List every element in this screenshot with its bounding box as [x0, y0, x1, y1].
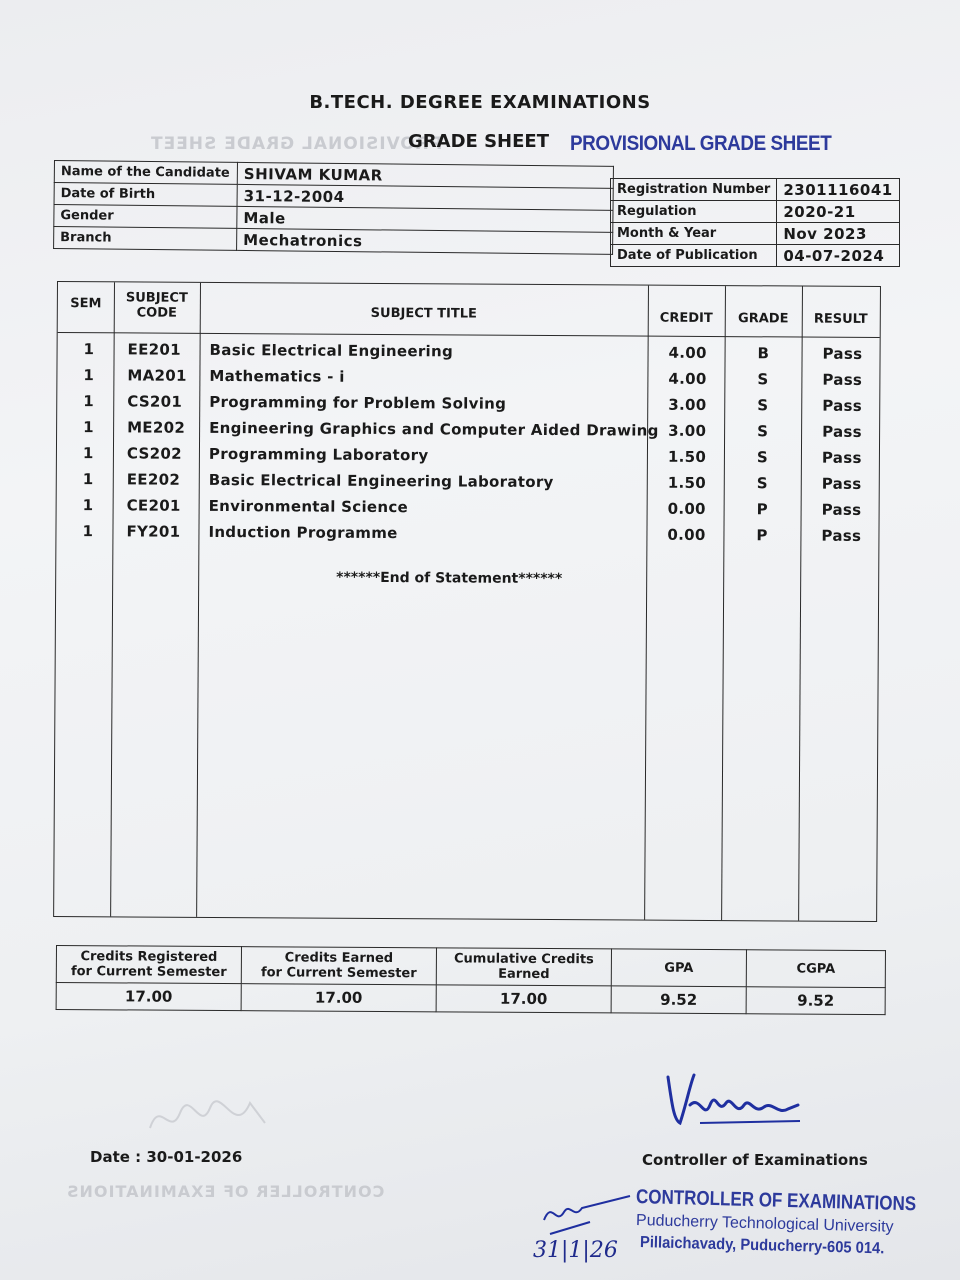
- row-sem: 1: [83, 340, 95, 359]
- end-of-statement: ******End of Statement******: [336, 569, 563, 588]
- row-code: CS202: [126, 444, 182, 463]
- credits-earned-label-1: Credits Earned: [284, 950, 394, 967]
- row-credit: 4.00: [668, 343, 707, 362]
- header-title: SUBJECT TITLE: [370, 305, 477, 322]
- show-through-signature: [140, 1078, 280, 1148]
- row-grade: B: [757, 344, 770, 363]
- row-code: EE201: [127, 340, 181, 359]
- publication-label: Date of Publication: [611, 245, 777, 267]
- branch-label: Branch: [54, 227, 237, 251]
- row-grade: P: [756, 500, 768, 519]
- row-code: MA201: [127, 366, 187, 385]
- row-grade: P: [756, 526, 768, 545]
- row-credit: 1.50: [667, 473, 707, 492]
- row-title: Programming Laboratory: [208, 444, 429, 465]
- row-credit: 1.50: [667, 447, 707, 466]
- row-sem: 1: [82, 522, 94, 541]
- seal-line-3: Pillaichavady, Puducherry-605 014.: [639, 1234, 885, 1258]
- header-sem: SEM: [70, 296, 102, 312]
- header-result: RESULT: [813, 311, 868, 327]
- credits-registered-value: 17.00: [56, 983, 241, 1011]
- row-result: Pass: [822, 422, 862, 441]
- month-year: Nov 2023: [777, 223, 899, 245]
- row-grade: S: [756, 448, 769, 467]
- row-result: Pass: [821, 474, 862, 493]
- provisional-stamp: PROVISIONAL GRADE SHEET: [570, 132, 832, 155]
- seal-line-2: Puducherry Technological University: [635, 1212, 894, 1236]
- credits-earned-header: [241, 947, 436, 985]
- row-sem: 1: [82, 470, 94, 489]
- row-result: Pass: [821, 448, 862, 467]
- grade-table: [53, 281, 881, 922]
- gender-label: Gender: [54, 205, 237, 229]
- row-title: Programming for Problem Solving: [209, 392, 507, 413]
- row-grade: S: [757, 422, 769, 441]
- row-sem: 1: [82, 496, 94, 515]
- row-title: Engineering Graphics and Computer Aided Drawing: [209, 418, 659, 440]
- row-code: CS201: [127, 392, 183, 411]
- row-credit: 0.00: [667, 499, 706, 518]
- row-title: Basic Electrical Engineering: [209, 340, 454, 361]
- gpa-value: 9.52: [611, 986, 746, 1014]
- header-code-line1: SUBJECT: [125, 290, 188, 306]
- candidate-info-table: [53, 160, 614, 255]
- cgpa-header: CGPA: [746, 950, 885, 988]
- name-label: Name of the Candidate: [54, 161, 237, 185]
- cumulative-value: 17.00: [436, 985, 611, 1013]
- header-grade: GRADE: [738, 311, 789, 327]
- row-grade: S: [757, 396, 769, 415]
- row-credit: 0.00: [667, 525, 706, 544]
- row-title: Basic Electrical Engineering Laboratory: [208, 470, 554, 492]
- row-code: FY201: [126, 522, 181, 541]
- row-credit: 4.00: [668, 369, 707, 388]
- branch: Mechatronics: [237, 228, 613, 254]
- row-result: Pass: [822, 344, 863, 363]
- row-grade: S: [756, 474, 768, 493]
- candidate-name: SHIVAM KUMAR: [237, 162, 613, 188]
- row-grade: S: [757, 370, 769, 389]
- gpa-header: GPA: [611, 949, 746, 987]
- row-result: Pass: [821, 526, 862, 545]
- dob-label: Date of Birth: [54, 183, 237, 207]
- regulation-label: Regulation: [611, 201, 777, 223]
- cumulative-header: [436, 948, 611, 986]
- row-title: Induction Programme: [208, 522, 398, 543]
- month-year-label: Month & Year: [611, 223, 777, 245]
- cumulative-label-1: Cumulative Credits: [453, 951, 594, 968]
- regulation: 2020-21: [777, 201, 899, 223]
- seal-line-1: CONTROLLER OF EXAMINATIONS: [635, 1186, 917, 1216]
- issue-date: Date : 30-01-2026: [90, 1148, 243, 1166]
- row-credit: 3.00: [668, 421, 707, 440]
- header-credit: CREDIT: [659, 310, 713, 327]
- credits-registered-label-2: for Current Semester: [70, 964, 227, 981]
- row-credit: 3.00: [668, 395, 707, 414]
- cgpa-value: 9.52: [746, 987, 885, 1015]
- row-sem: 1: [83, 392, 95, 411]
- row-result: Pass: [822, 370, 863, 389]
- credits-registered-header: [56, 946, 241, 984]
- row-title: Mathematics - i: [209, 366, 345, 386]
- signature: [660, 1065, 810, 1135]
- credits-earned-label-2: for Current Semester: [260, 965, 417, 982]
- row-result: Pass: [822, 396, 863, 415]
- show-through-text: PROVISIONAL GRADE SHEET: [150, 134, 443, 154]
- gender: Male: [237, 206, 613, 232]
- credits-earned-value: 17.00: [241, 984, 436, 1012]
- date-of-birth: 31-12-2004: [237, 184, 613, 210]
- row-code: EE202: [126, 470, 181, 489]
- row-code: ME202: [127, 418, 186, 437]
- exam-title: B.TECH. DEGREE EXAMINATIONS: [309, 92, 651, 113]
- cumulative-label-2: Earned: [498, 966, 550, 983]
- show-through-seal: CONTROLLER OF EXAMINATIONS: [66, 1182, 385, 1201]
- registration-number: 2301116041: [777, 179, 899, 201]
- row-sem: 1: [83, 418, 94, 437]
- header-code-line2: CODE: [136, 305, 177, 321]
- row-title: Environmental Science: [208, 496, 409, 517]
- row-sem: 1: [83, 366, 95, 385]
- controller-title: Controller of Examinations: [642, 1151, 868, 1169]
- grade-sheet-label: GRADE SHEET: [408, 131, 549, 152]
- row-result: Pass: [821, 500, 862, 519]
- summary-table: [56, 945, 886, 1015]
- reg-no-label: Registration Number: [611, 179, 777, 201]
- credits-registered-label-1: Credits Registered: [80, 949, 218, 965]
- registration-info-table: [610, 178, 900, 267]
- handwritten-date: 31|1|26: [533, 1238, 618, 1263]
- publication-date: 04-07-2024: [777, 245, 899, 267]
- row-code: CE201: [126, 496, 181, 515]
- row-sem: 1: [82, 444, 94, 463]
